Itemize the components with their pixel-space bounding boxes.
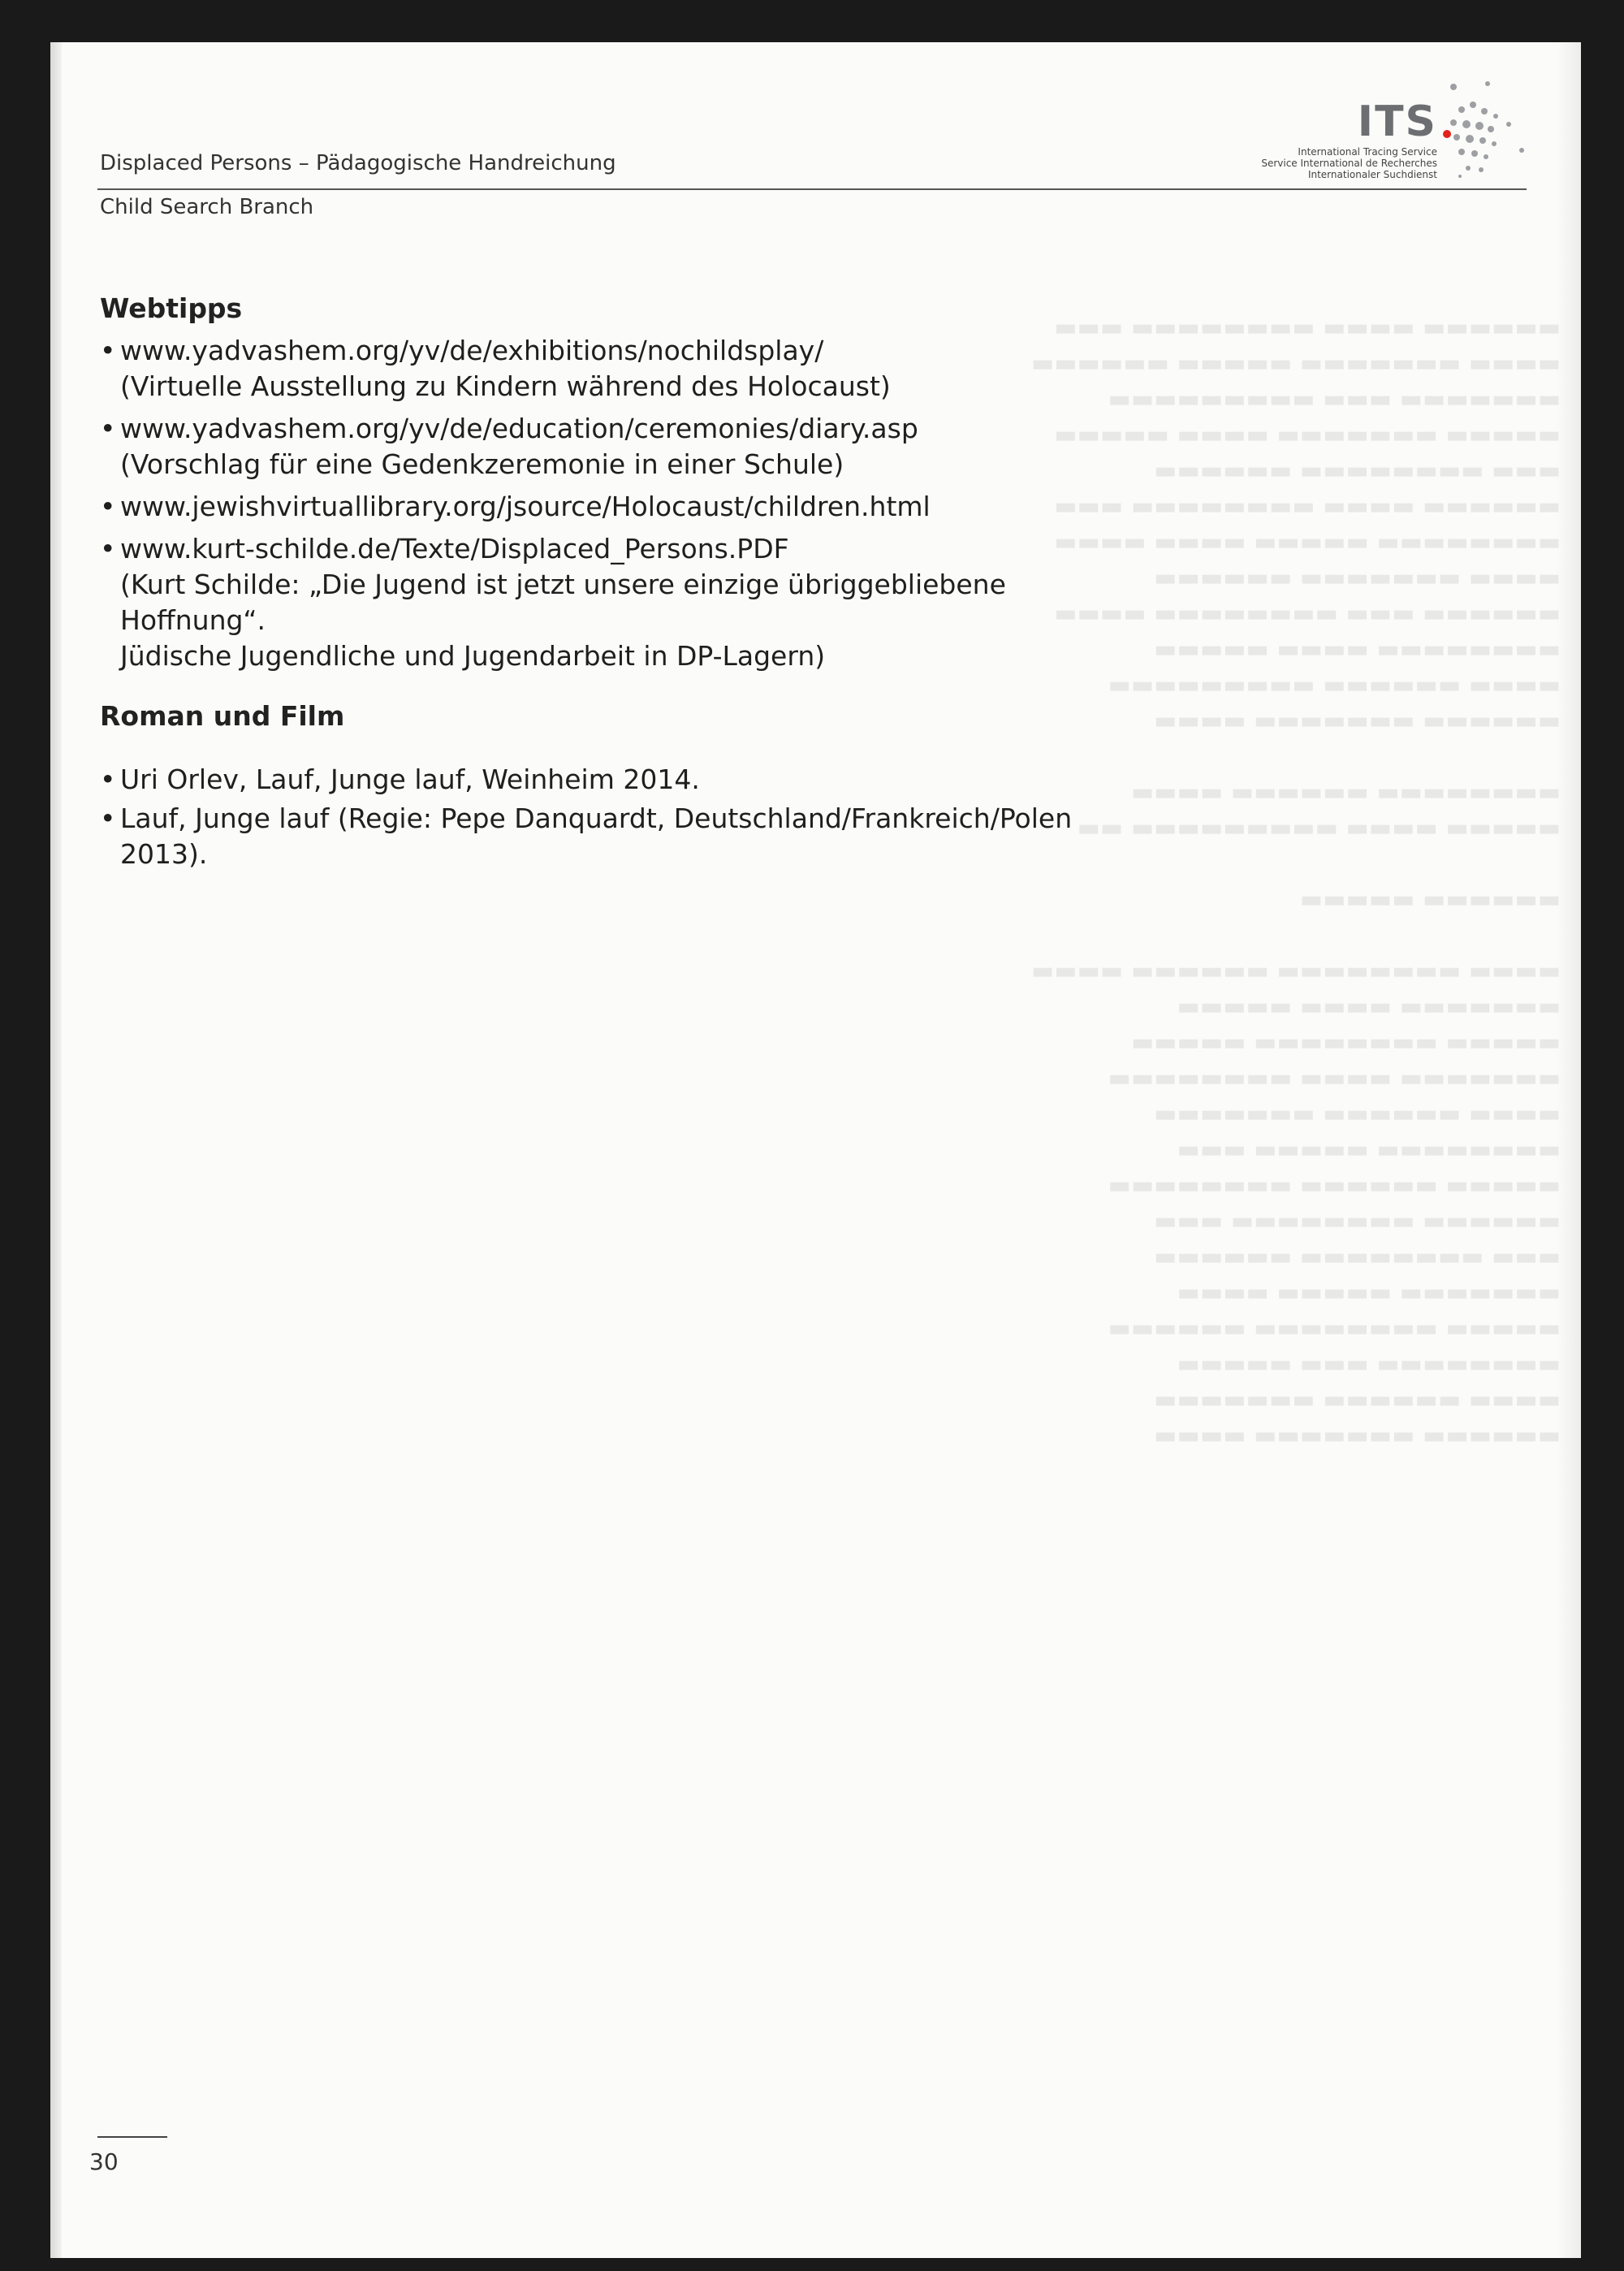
roman-und-film-list [100,762,1155,879]
its-logo [1194,65,1527,187]
footer-rule [97,2136,167,2138]
web-link-description: (Virtuelle Ausstellung zu Kindern während des Holocaust) [120,370,891,402]
header-rule [97,188,1527,190]
bullet: • [100,763,116,795]
bullet: • [100,335,116,366]
bullet: • [100,802,116,834]
film-entry: Lauf, Junge lauf (Regie: Pepe Danquardt, Deutschland/Frankreich/Polen 2013). [120,802,1073,870]
web-link[interactable]: www.kurt-schilde.de/Texte/Displaced_Persons.PDF [120,533,789,565]
list-item [100,801,1155,872]
web-link-description: (Kurt Schilde: „Die Jugend ist jetzt unsere einzige übriggebliebene Hoffnung“. [120,569,1006,636]
bullet: • [100,413,116,444]
list-item [100,411,1155,482]
running-header-subtitle: Child Search Branch [100,195,314,219]
bullet: • [100,491,116,522]
logo-line-1: International Tracing Service [1298,146,1437,158]
logo-line-3: Internationaler Suchdienst [1307,169,1437,180]
webtipps-list [100,333,1155,681]
webtipps-heading: Webtipps [100,292,243,324]
web-link[interactable]: www.yadvashem.org/yv/de/education/ceremonies/diary.asp [120,413,918,444]
web-link[interactable]: www.yadvashem.org/yv/de/exhibitions/nochildsplay/ [120,335,824,366]
list-item [100,333,1155,404]
bullet: • [100,533,116,565]
list-item [100,489,1155,525]
book-entry: Uri Orlev, Lauf, Junge lauf, Weinheim 2014. [120,763,700,795]
list-item [100,762,1155,798]
its-logo-wordmark: ITS [1357,97,1437,146]
page-binding-shadow [50,42,62,2258]
running-header-title: Displaced Persons – Pädagogische Handreichung [100,151,616,175]
list-item [100,531,1155,674]
roman-und-film-heading: Roman und Film [100,700,345,732]
page-number: 30 [89,2148,119,2175]
web-link-description: (Vorschlag für eine Gedenkzeremonie in einer Schule) [120,448,844,480]
web-link-description-continued: Jüdische Jugendliche und Jugendarbeit in DP-Lagern) [120,640,826,672]
web-link[interactable]: www.jewishvirtuallibrary.org/jsource/Holocaust/children.html [120,491,931,522]
logo-dot-pattern-icon [1437,77,1527,183]
logo-line-2: Service International de Recherches [1261,158,1437,169]
show-through-texture: ▬▬▬▬▬▬ ▬▬▬▬ ▬▬▬▬▬▬▬▬ ▬▬▬ ▬▬▬▬ ▬▬▬▬▬▬▬ ▬▬▬▬▬ ▬▬▬▬▬▬ ▬▬▬▬▬▬▬ ▬▬▬ ▬▬▬▬▬▬▬▬▬ ▬▬▬▬▬ ▬▬▬▬▬▬▬ ▬▬▬▬ ▬▬▬▬▬ ▬▬▬ ▬▬▬▬▬▬▬▬ ▬▬▬▬▬▬ ▬▬▬▬▬▬ ▬▬▬▬ ▬▬▬▬▬▬▬▬ ▬▬▬ ▬▬▬▬▬▬▬▬ ▬▬▬▬▬ ▬▬▬▬ ▬▬▬▬ ▬▬▬▬ ▬▬▬▬▬▬▬ ▬▬▬▬▬▬ ▬▬▬▬▬▬ ▬▬▬ ▬▬▬▬▬▬▬▬ ▬▬▬▬ ▬▬▬▬▬▬▬▬ ▬▬▬▬ ▬▬▬▬▬ ▬▬▬▬ ▬▬▬▬▬▬ ▬▬▬▬▬▬▬▬▬ ▬▬▬▬▬▬ ▬▬▬▬▬▬▬ ▬▬▬▬ ▬▬▬▬▬▬▬▬ ▬▬▬▬▬▬ ▬▬▬▬ ▬▬▬▬▬ ▬▬▬▬ ▬▬▬▬▬▬▬▬▬ ▬▬ ▬▬▬▬▬▬ ▬▬▬▬▬ ▬▬▬▬ ▬▬▬▬▬▬▬▬ ▬▬▬▬▬▬ ▬▬▬▬ ▬▬▬▬▬▬▬ ▬▬▬▬ ▬▬▬▬▬ ▬▬▬▬▬ ▬▬▬▬▬▬▬▬ ▬▬▬▬▬ ▬▬▬▬▬▬▬ ▬▬▬▬ ▬▬▬▬▬▬▬▬ ▬▬▬▬ ▬▬▬▬▬▬ ▬▬▬▬▬▬▬ ▬▬▬▬▬▬▬▬ ▬▬▬▬▬ ▬▬▬ ▬▬▬▬▬ ▬▬▬▬▬▬ ▬▬▬▬▬▬▬▬ ▬▬▬▬▬▬ ▬▬▬▬▬▬▬▬ ▬▬▬ ▬▬▬ ▬▬▬▬▬▬▬▬ ▬▬▬▬▬▬ ▬▬▬▬▬▬▬ ▬▬▬▬▬ ▬▬▬▬ ▬▬▬▬▬ ▬▬▬▬▬▬▬▬ ▬▬▬▬▬▬ ▬▬▬▬▬▬▬▬ ▬▬▬ ▬▬▬▬▬ ▬▬▬▬ ▬▬▬▬▬▬ ▬▬▬▬▬▬▬ ▬▬▬▬▬▬ ▬▬▬▬▬▬▬ ▬▬▬▬ [1030,314,1561,1450]
